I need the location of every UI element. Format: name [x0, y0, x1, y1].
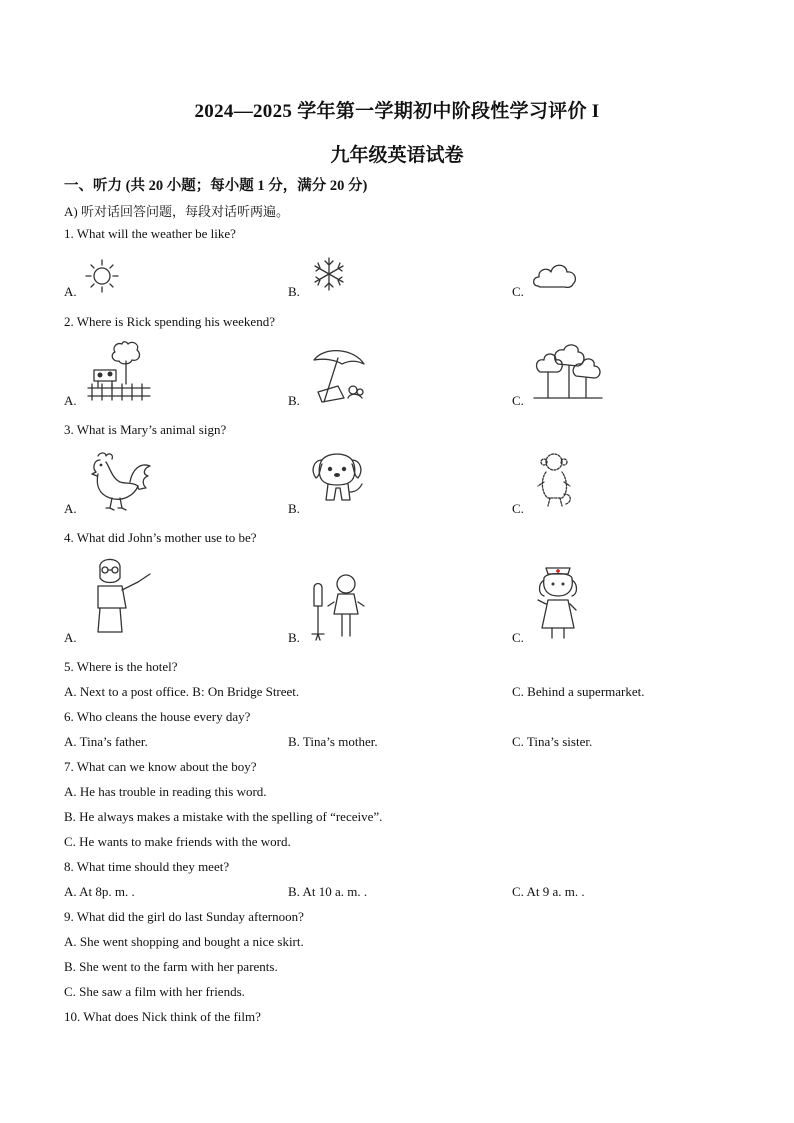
question-3: 3. What is Mary’s animal sign? — [64, 422, 227, 437]
snowflake-icon — [311, 256, 347, 292]
q9-option-b: B. She went to the farm with her parents. — [64, 959, 278, 974]
q7-option-b: B. He always makes a mistake with the spelling of “receive”. — [64, 809, 383, 824]
farm-icon — [86, 338, 152, 402]
q8-option-b: B. At 10 a. m. . — [288, 884, 368, 899]
q7-option-a: A. He has trouble in reading this word. — [64, 784, 267, 799]
q6-option-a: A. Tina’s father. — [64, 734, 148, 749]
q5-option-c: C. Behind a supermarket. — [512, 684, 645, 699]
question-7: 7. What can we know about the boy? — [64, 759, 257, 774]
exam-subtitle: 九年级英语试卷 — [330, 145, 464, 166]
q4-option-b: B. — [288, 630, 300, 645]
question-2: 2. Where is Rick spending his weekend? — [64, 314, 275, 329]
q4-option-c: C. — [512, 630, 524, 645]
q9-option-c: C. She saw a film with her friends. — [64, 984, 245, 999]
teacher-icon — [90, 556, 154, 638]
dog-icon — [306, 452, 368, 508]
forest-icon — [532, 342, 604, 402]
q3-option-b: B. — [288, 501, 300, 516]
q9-option-a: A. She went shopping and bought a nice skirt. — [64, 934, 304, 949]
part-a-instruction: A) 听对话回答问题，每段对话听两遍。 — [64, 204, 289, 219]
q1-option-a: A. — [64, 284, 77, 299]
q2-option-c: C. — [512, 393, 524, 408]
q5-option-ab: A. Next to a post office. B: On Bridge Street. — [64, 684, 300, 699]
question-8: 8. What time should they meet? — [64, 859, 230, 874]
monkey-icon — [536, 450, 574, 510]
beach-icon — [308, 346, 370, 406]
rooster-icon — [84, 450, 156, 512]
question-4: 4. What did John’s mother use to be? — [64, 530, 257, 545]
sun-icon — [84, 258, 120, 294]
q2-option-b: B. — [288, 393, 300, 408]
q1-option-b: B. — [288, 284, 300, 299]
q1-option-c: C. — [512, 284, 524, 299]
section-heading: 一、听力 (共 20 小题；每小题 1 分，满分 20 分) — [64, 178, 368, 194]
exam-title: 2024—2025 学年第一学期初中阶段性学习评价 I — [194, 101, 600, 122]
question-5: 5. Where is the hotel? — [64, 659, 178, 674]
q6-option-c: C. Tina’s sister. — [512, 734, 593, 749]
fashion-designer-icon — [308, 572, 370, 644]
cloud-icon — [532, 260, 580, 292]
q4-option-a: A. — [64, 630, 77, 645]
question-6: 6. Who cleans the house every day? — [64, 709, 251, 724]
q8-option-a: A. At 8p. m. . — [64, 884, 135, 899]
q3-option-a: A. — [64, 501, 77, 516]
q3-option-c: C. — [512, 501, 524, 516]
q2-option-a: A. — [64, 393, 77, 408]
q7-option-c: C. He wants to make friends with the word. — [64, 834, 291, 849]
question-1: 1. What will the weather be like? — [64, 226, 236, 241]
q8-option-c: C. At 9 a. m. . — [512, 884, 585, 899]
nurse-icon — [534, 560, 582, 640]
q6-option-b: B. Tina’s mother. — [288, 734, 378, 749]
question-10: 10. What does Nick think of the film? — [64, 1009, 261, 1024]
question-9: 9. What did the girl do last Sunday afternoon? — [64, 909, 304, 924]
